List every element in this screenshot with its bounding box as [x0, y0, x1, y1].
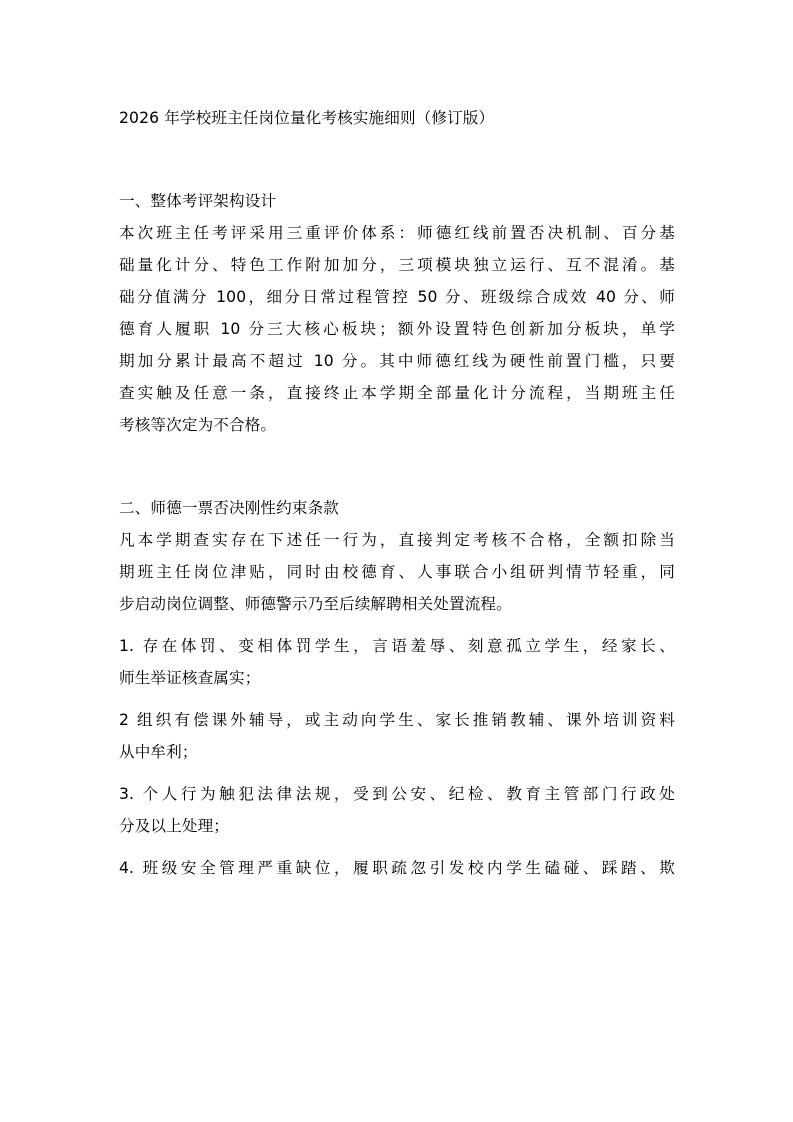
spacer [119, 620, 675, 630]
list-item-line: 2 组织有偿课外辅导，或主动向学生、家长推销教辅、课外培训资料 [119, 711, 675, 729]
spacer [119, 842, 675, 852]
section2-intro-line: 凡本学期查实存在下述任一行为，直接判定考核不合格，全额扣除当 [119, 531, 675, 549]
list-item-line: 从中牟利； [119, 743, 198, 761]
section1-line: 础量化计分、特色工作附加加分，三项模块独立运行、互不混淆。基 [119, 256, 675, 274]
section1-line: 本次班主任考评采用三重评价体系：师德红线前置否决机制、百分基 [119, 224, 675, 242]
section2-intro-line: 期班主任岗位津贴，同时由校德育、人事联合小组研判情节轻重，同 [119, 563, 675, 581]
document-body [119, 102, 675, 884]
list-item-line: 分及以上处理； [119, 817, 229, 835]
list-item-line: 1. 存在体罚、变相体罚学生，言语羞辱、刻意孤立学生，经家长、 [119, 637, 675, 655]
section1-line: 德育人履职 10 分三大核心板块；额外设置特色创新加分板块，单学 [119, 320, 675, 338]
spacer [119, 134, 675, 185]
section1-heading: 一、整体考评架构设计 [119, 192, 277, 210]
spacer [119, 768, 675, 778]
section1-line: 期加分累计最高不超过 10 分。其中师德红线为硬性前置门槛，只要 [119, 352, 675, 370]
document-title: 2026 年学校班主任岗位量化考核实施细则（修订版） [119, 109, 495, 127]
list-item-line: 3. 个人行为触犯法律法规，受到公安、纪检、教育主管部门行政处 [119, 785, 675, 803]
spacer [119, 441, 675, 492]
section2-intro-line: 步启动岗位调整、师德警示乃至后续解聘相关处置流程。 [119, 595, 512, 613]
section1-line: 础分值满分 100，细分日常过程管控 50 分、班级综合成效 40 分、师 [119, 288, 675, 306]
section1-line: 考核等次定为不合格。 [119, 416, 277, 434]
section2-heading: 二、师德一票否决刚性约束条款 [119, 499, 339, 517]
spacer [119, 694, 675, 704]
section1-line: 查实触及任意一条，直接终止本学期全部量化计分流程，当期班主任 [119, 384, 675, 402]
list-item-line: 4. 班级安全管理严重缺位，履职疏忽引发校内学生磕碰、踩踏、欺 [119, 859, 675, 877]
list-item-line: 师生举证核查属实； [119, 669, 261, 687]
